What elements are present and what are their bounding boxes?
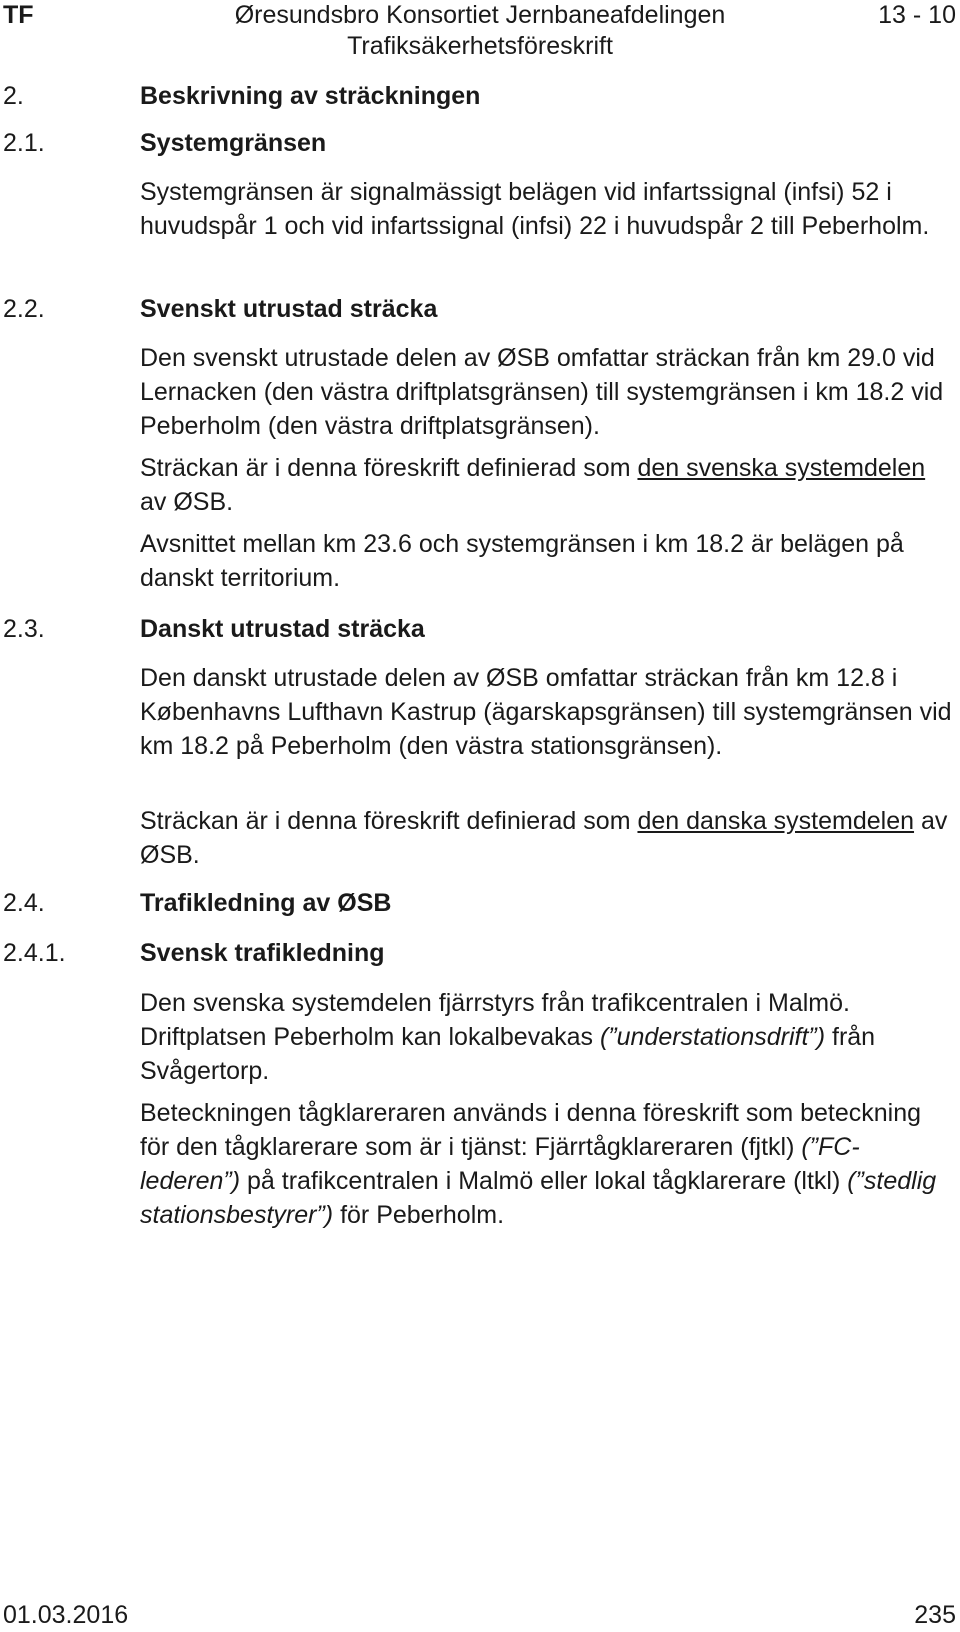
paragraph: Avsnittet mellan km 23.6 och systemgränsen i km 18.2 är belägen på danskt territorium.	[140, 530, 904, 592]
defined-term: den svenska systemdelen	[637, 454, 926, 482]
paragraph	[140, 804, 952, 872]
section-number: 2.4.1.	[3, 939, 66, 967]
footer-date: 01.03.2016	[3, 1601, 129, 1629]
paragraph-text: Sträckan är i denna föreskrift definierad som	[140, 807, 638, 835]
document-subtitle: Trafiksäkerhetsföreskrift	[347, 32, 613, 60]
danish-term: (”stedlig stationsbestyrer”)	[140, 1167, 937, 1229]
defined-term: den danska systemdelen	[637, 807, 915, 835]
section-heading: Danskt utrustad sträcka	[140, 615, 425, 643]
section-heading: Systemgränsen	[140, 129, 327, 157]
section-number: 2.4.	[3, 889, 45, 917]
paragraph-text: av ØSB.	[140, 807, 948, 869]
paragraph-text: Den svenska systemdelen fjärrstyrs från trafikcentralen i Malmö. Driftplatsen Peberholm kan lokalbevakas	[140, 989, 850, 1051]
paragraph	[140, 1096, 952, 1232]
danish-term: (”FC-lederen”)	[140, 1133, 860, 1195]
footer-page-number: 235	[914, 1601, 956, 1629]
section-heading: Svenskt utrustad sträcka	[140, 295, 438, 323]
paragraph	[140, 986, 952, 1088]
paragraph-text: av ØSB.	[140, 488, 234, 516]
section-heading: Trafikledning av ØSB	[140, 889, 392, 917]
paragraph-text: Beteckningen tågklareraren används i denna föreskrift som beteckning för den tågklarerare som är i tjänst: Fjärrtågklareraren (fjtkl)	[140, 1099, 922, 1161]
section-number: 2.3.	[3, 615, 45, 643]
paragraph: Den svenskt utrustade delen av ØSB omfattar sträckan från km 29.0 vid Lernacken (den västra driftplatsgränsen) till systemgränsen i km 18.2 vid Peberholm (den västra driftplatsgränsen).	[140, 344, 944, 440]
section-heading: Beskrivning av sträckningen	[140, 82, 481, 110]
paragraph: Systemgränsen är signalmässigt belägen vid infartssignal (infsi) 52 i huvudspår 1 och vid infartssignal (infsi) 22 i huvudspår 2 till Peberholm.	[140, 178, 930, 240]
header-page-ref: 13 - 10	[878, 1, 956, 29]
danish-term: (”understationsdrift”)	[599, 1023, 826, 1051]
paragraph-text: från Svågertorp.	[140, 1023, 876, 1085]
section-number: 2.1.	[3, 129, 45, 157]
paragraph: Den danskt utrustade delen av ØSB omfattar sträckan från km 12.8 i Københavns Lufthavn Kastrup (ägarskapsgränsen) till systemgränsen vid km 18.2 på Peberholm (den västra stationsgränsen).	[140, 664, 952, 760]
header-abbreviation: TF	[3, 1, 34, 29]
section-number: 2.2.	[3, 295, 45, 323]
section-number: 2.	[3, 82, 24, 110]
document-title: Øresundsbro Konsortiet Jernbaneafdelingen	[234, 1, 726, 29]
paragraph-text: Sträckan är i denna föreskrift definierad som	[140, 454, 638, 482]
section-heading: Svensk trafikledning	[140, 939, 385, 967]
paragraph	[140, 451, 952, 519]
paragraph-text: för Peberholm.	[333, 1201, 505, 1229]
paragraph-text: på trafikcentralen i Malmö eller lokal tågklarerare (ltkl)	[240, 1167, 848, 1195]
